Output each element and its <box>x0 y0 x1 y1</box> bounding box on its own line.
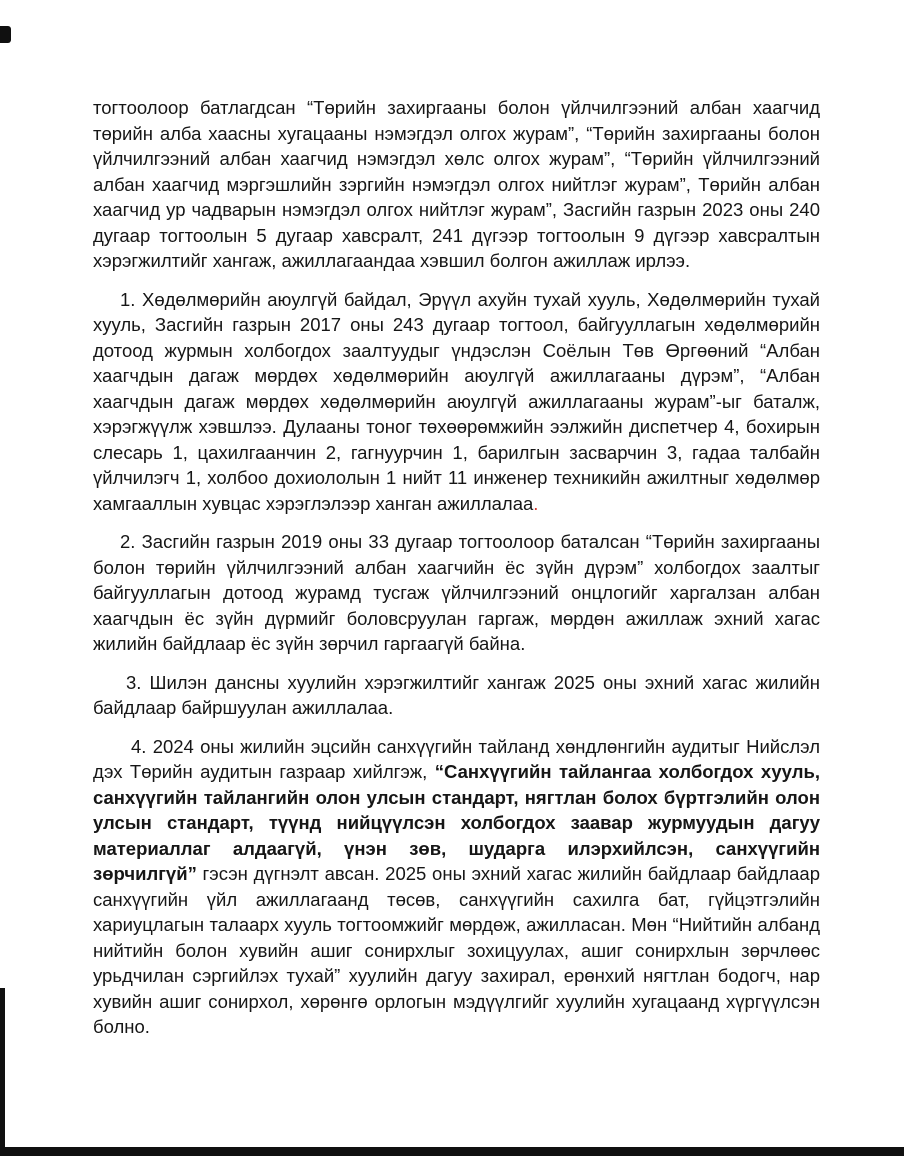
text-run: хариуцлагын талаарх хууль тогтоомжийг мөрдөж, ажилласан. Мөн “Нийтийн албанд <box>93 914 820 935</box>
text-run: 1. Хөдөлмөрийн аюулгүй байдал, Эрүүл ахуйн тухай хууль, Хөдөлмөрийн тухай <box>120 288 820 310</box>
paragraph <box>93 95 820 274</box>
text-run: материаллаг алдаагүй, үнэн зөв, шударга илэрхийлсэн, санхүүгийн <box>93 837 820 859</box>
text-run: хаагчид ур чадварын нэмэгдэл олгох нийтлэг журам”, Засгийн газрын 2023 оны 240 <box>93 199 820 220</box>
text-run: тогтоолоор батлагдсан “Төрийн захиргааны болон үйлчилгээний албан хаагчид <box>93 97 820 118</box>
paragraph <box>93 529 820 657</box>
text-line <box>93 810 820 836</box>
text-run: хаагчдын ёс зүйн дүрмийг боловсруулан гаргаж, мөрдөн ажиллаж эхний хагас <box>93 607 820 629</box>
text-run: слесарь 1, цахилгаанчин 2, гагнуурчин 1, барилгын засварчин 3, гадаа талбайн <box>93 441 820 463</box>
text-line <box>93 338 820 364</box>
paragraph <box>93 670 820 721</box>
text-line <box>93 389 820 415</box>
text-run: нийтийн болон хувийн ашиг сонирхлыг зохицуулах, ашиг сонирхлын зөрчлөөс <box>93 939 820 961</box>
text-line <box>93 414 820 440</box>
text-run: улсын стандарт, түүнд нийцүүлсэн холбогдох заавар журмуудын дагуу <box>93 812 820 833</box>
text-run: 4. 2024 оны жилийн эцсийн санхүүгийн тайланд хөндлөнгийн аудитыг Нийслэл <box>131 735 820 757</box>
text-line <box>93 861 820 887</box>
text-line <box>93 734 820 760</box>
paragraph <box>93 287 820 517</box>
text-line <box>93 989 820 1015</box>
text-run: болон төрийн үйлчилгээний албан хаагчийн ёс зүйн дүрэм” холбогдох заалтыг <box>93 556 820 578</box>
text-run: урьдчилан сэргийлэх тухай” хуулийн дагуу захирал, ерөнхий нягтлан бодогч, нар <box>93 965 820 986</box>
text-run: 3. Шилэн дансны хуулийн хэрэгжилтийг хангаж 2025 оны эхний хагас жилийн <box>126 671 820 693</box>
text-line <box>93 312 820 338</box>
text-line <box>93 580 820 606</box>
text-run: “Санхүүгийн тайлангаа холбогдох хууль, <box>434 761 820 782</box>
text-line <box>93 363 820 389</box>
text-line <box>93 95 820 121</box>
text-run: хэрэгжилтийг хангаж, ажиллагаандаа хэвшил болгон ажиллаж ирлээ. <box>93 250 691 271</box>
text-run: хаагчдын дагаж мөрдөх хөдөлмөрийн аюулгүй ажиллагааны дүрэм”, “Албан <box>93 365 820 386</box>
text-line <box>93 465 820 491</box>
text-run: 2. Засгийн газрын 2019 оны 33 дугаар тогтоолоор баталсан “Төрийн захиргааны <box>120 531 820 552</box>
text-line <box>93 146 820 172</box>
text-line <box>93 938 820 964</box>
paragraph <box>93 734 820 1040</box>
text-line <box>93 248 820 274</box>
text-run: гэсэн дүгнэлт авсан. 2025 оны эхний хагас жилийн байдлаар байдлаар <box>196 863 820 884</box>
text-run: хэрэгжүүлж хэвшлээ. Дулааны тоног төхөөрөмжийн ээлжийн диспетчер 4, бохирын <box>93 416 820 437</box>
text-line <box>93 963 820 989</box>
text-run: байгууллагын дотоод журамд тусгаж үйлчилгээний онцлогийг харгалзан албан <box>93 582 820 603</box>
text-run: . <box>533 492 539 514</box>
scan-artifact-top-left <box>0 26 11 43</box>
text-line <box>93 197 820 223</box>
text-run: жилийн байдлаар ёс зүйн зөрчил гаргаагүй байна. <box>93 633 526 654</box>
text-run: албан хаагчид мэргэшлийн зэргийн нэмэгдэл олгох нийтлэг журам”, Төрийн албан <box>93 173 820 195</box>
scan-artifact-left-edge <box>0 988 5 1156</box>
text-run: дотоод журмын холбогдох заалтуудыг үндэслэн Соёлын Төв Өргөөний “Албан <box>93 339 820 361</box>
text-run: хаагчдын дагаж мөрдөх хөдөлмөрийн аюулгүй ажиллагааны журам”-ыг баталж, <box>93 390 820 412</box>
text-run: хувийн ашиг сонирхол, хөрөнгө орлогын мэдүүлгийг хуулийн хугацаанд хүргүүлсэн <box>93 990 820 1012</box>
text-line <box>93 491 820 517</box>
text-line <box>93 887 820 913</box>
text-run: дугаар тогтоолын 5 дугаар хавсралт, 241 дүгээр тогтоолын 9 дүгээр хавсралтын <box>93 224 820 246</box>
text-run: үйлчилэгч 1, холбоо дохиололын 1 нийт 11 инженер техникийн ажилтныг хөдөлмөр <box>93 467 820 488</box>
text-run: дэх Төрийн аудитын газраар хийлгэж, <box>93 761 435 782</box>
text-run: байдлаар байршуулан ажиллалаа. <box>93 697 394 718</box>
document-text <box>93 95 820 1053</box>
text-line <box>93 836 820 862</box>
text-line <box>93 172 820 198</box>
text-run: санхүүгийн үйл ажиллагаанд төсөв, санхүүгийн сахилга бат, гүйцэтгэлийн <box>93 888 820 910</box>
text-line <box>93 121 820 147</box>
text-line <box>93 670 820 696</box>
text-run: хамгааллын хувцас хэрэглэлээр ханган ажиллалаа <box>93 492 534 514</box>
text-run: болно. <box>93 1016 150 1037</box>
text-line <box>93 529 820 555</box>
text-line <box>93 912 820 938</box>
text-line <box>93 555 820 581</box>
text-line <box>93 631 820 657</box>
text-run: хууль, Засгийн газрын 2017 оны 243 дугаар тогтоол, байгууллагын хөдөлмөрийн <box>93 314 820 335</box>
text-line <box>93 1014 820 1040</box>
text-line <box>93 287 820 313</box>
text-line <box>93 223 820 249</box>
text-line <box>93 785 820 811</box>
text-line <box>93 606 820 632</box>
text-run: төрийн алба хаасны хугацааны нэмэгдэл олгох журам”, “Төрийн захиргааны болон <box>93 122 820 144</box>
text-run: зөрчилгүй” <box>93 863 197 884</box>
text-run: санхүүгийн тайлангийн олон улсын стандарт, нягтлан болох бүртгэлийн олон <box>93 786 820 808</box>
text-line <box>93 440 820 466</box>
scan-artifact-bottom-edge <box>0 1147 904 1156</box>
text-run: үйлчилгээний албан хаагчид нэмэгдэл хөлс олгох журам”, “Төрийн үйлчилгээний <box>93 148 820 169</box>
text-line <box>93 759 820 785</box>
text-line <box>93 695 820 721</box>
